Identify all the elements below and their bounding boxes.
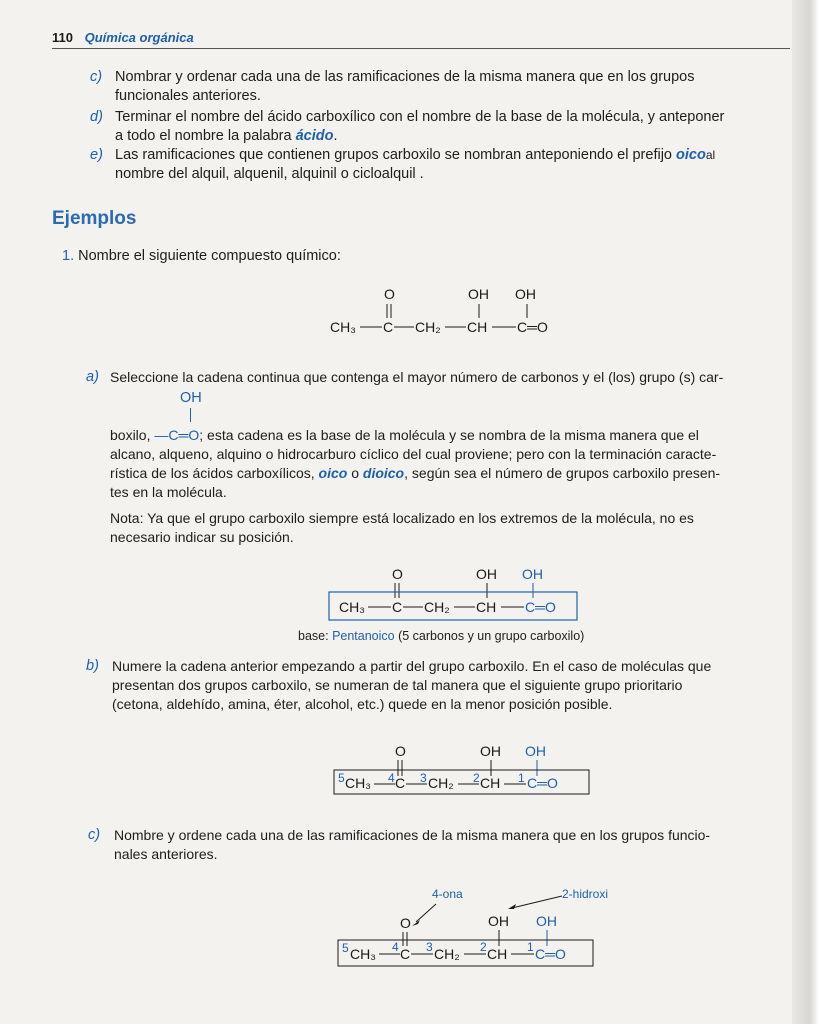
step-text: nales anteriores. — [114, 846, 218, 862]
example-1 — [62, 247, 341, 266]
group-ch: CH — [467, 319, 488, 335]
svg-text:2: 2 — [480, 940, 487, 954]
group-ch2: CH₂ — [415, 319, 441, 335]
step-label: c) — [88, 827, 101, 843]
rule-label: c) — [90, 69, 103, 85]
svg-text:C: C — [395, 775, 406, 791]
svg-text:4: 4 — [392, 940, 399, 954]
page-title: Química orgánica — [84, 30, 194, 45]
bond — [190, 408, 191, 422]
base-name: Pentanoico — [332, 629, 395, 643]
svg-text:OH: OH — [525, 743, 546, 759]
svg-text:CH: CH — [487, 946, 508, 962]
emphasis: oico — [676, 147, 706, 163]
rule-text: funcionales anteriores. — [115, 88, 261, 104]
svg-text:CH₂: CH₂ — [428, 775, 454, 791]
carbon-number: 4 — [388, 771, 395, 785]
rule-text: Nombrar y ordenar cada una de las ramificaciones de la misma manera que en los grupos — [115, 69, 695, 85]
step-text: Nombre y ordene cada una de las ramificaciones de la misma manera que en los grupos funcio- — [114, 827, 711, 843]
structure-4 — [336, 882, 609, 982]
atom-oh: OH — [468, 286, 489, 302]
rule-text: Las ramificaciones que contienen grupos carboxilo se nombran anteponiendo el prefijo oicoal — [115, 147, 716, 163]
step-text: (cetona, aldehído, amina, éter, alcohol, etc.) quede en la menor posición posible. — [112, 696, 613, 712]
page-header — [52, 30, 790, 49]
structure-3 — [332, 740, 594, 800]
carbon-number: 5 — [338, 771, 345, 785]
note-text: Nota: Ya que el grupo carboxilo siempre está localizado en los extremos de la molécula, no es — [110, 510, 694, 526]
atom-c: C — [383, 319, 394, 335]
carboxyl-group: —C═O — [154, 427, 200, 443]
svg-text:OH: OH — [480, 743, 501, 759]
carbon-number: 2 — [473, 771, 480, 785]
annotation-2-hidroxi: 2-hidroxi — [562, 887, 609, 901]
svg-text:C═O: C═O — [535, 946, 566, 962]
svg-text:1: 1 — [527, 940, 534, 954]
svg-text:CH₂: CH₂ — [434, 946, 460, 962]
svg-text:CH₃: CH₃ — [345, 775, 371, 791]
emphasis: ácido — [295, 128, 334, 144]
svg-text:O: O — [395, 743, 406, 759]
step-label: a) — [86, 369, 99, 385]
svg-text:OH: OH — [476, 566, 497, 582]
atom-o: O — [384, 286, 395, 302]
rule-text: nombre del alquil, alquenil, alquinil o cicloalquil . — [115, 166, 424, 182]
note-text: necesario indicar su posición. — [110, 529, 294, 545]
svg-text:C: C — [400, 946, 411, 962]
group-oh-label: OH — [180, 390, 202, 406]
base-caption: base: Pentanoico (5 carbonos y un grupo carboxilo) — [298, 629, 585, 643]
rule-label: d) — [90, 109, 103, 125]
group-ch3: CH₃ — [330, 319, 356, 335]
step-text: rística de los ácidos carboxílicos, oico o dioico, según sea el número de grupos carboxilo presen- — [110, 465, 721, 481]
svg-text:O: O — [392, 566, 403, 582]
svg-text:OH: OH — [522, 566, 543, 582]
structure-1 — [330, 282, 590, 342]
examples-heading: Ejemplos — [52, 208, 137, 229]
structure-2 — [325, 562, 595, 632]
carbon-number: 1 — [518, 771, 525, 785]
svg-text:CH: CH — [476, 599, 497, 615]
step-text: Seleccione la cadena continua que contenga el mayor número de carbonos y el (los) grupo (s) car- — [110, 369, 724, 385]
carbon-number: 3 — [420, 771, 427, 785]
svg-text:O: O — [400, 915, 411, 931]
step-text: alcano, alqueno, alquino o hidrocarburo cíclico del cual proviene; pero con la terminación caracte- — [110, 446, 717, 462]
step-label: b) — [86, 658, 99, 674]
example-text: Nombre el siguiente compuesto químico: — [78, 248, 341, 264]
svg-text:CH: CH — [480, 775, 501, 791]
step-text: boxilo, —C═O; esta cadena es la base de la molécula y se nombra de la misma manera que el — [110, 427, 699, 443]
step-text: Numere la cadena anterior empezando a partir del grupo carboxilo. En el caso de moléculas que — [112, 658, 712, 674]
svg-text:CH₃: CH₃ — [339, 599, 365, 615]
group-c-eq-o: C═O — [517, 319, 548, 335]
rule-label: e) — [90, 147, 103, 163]
svg-text:CH₃: CH₃ — [350, 946, 376, 962]
rules-list — [52, 68, 792, 188]
svg-text:C═O: C═O — [527, 775, 558, 791]
step-text: tes en la molécula. — [110, 484, 227, 500]
atom-oh: OH — [515, 286, 536, 302]
svg-text:OH: OH — [536, 913, 557, 929]
page-number: 110 — [52, 30, 73, 45]
example-number: 1. — [62, 248, 75, 264]
svg-text:C═O: C═O — [525, 599, 556, 615]
svg-text:OH: OH — [488, 913, 509, 929]
step-text: presentan dos grupos carboxilo, se numeran de tal manera que el siguiente grupo prioritario — [112, 677, 683, 693]
svg-text:3: 3 — [426, 940, 433, 954]
annotation-4-ona: 4-ona — [432, 887, 463, 901]
rule-text: a todo el nombre la palabra ácido. — [115, 128, 338, 144]
rule-text: Terminar el nombre del ácido carboxílico con el nombre de la base de la molécula, y anteponer — [115, 109, 725, 125]
svg-text:5: 5 — [342, 941, 349, 955]
svg-text:C: C — [392, 599, 403, 615]
svg-text:CH₂: CH₂ — [424, 599, 450, 615]
